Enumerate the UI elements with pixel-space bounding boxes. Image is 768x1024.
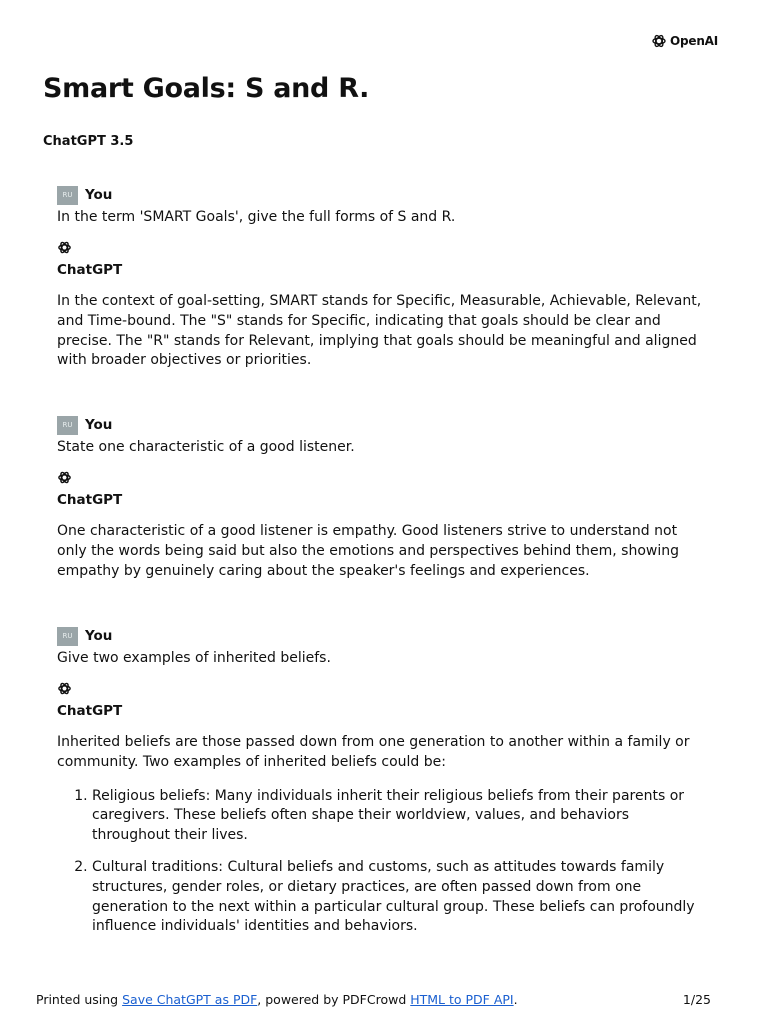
footer-middle: , powered by PDFCrowd <box>257 992 411 1007</box>
html-to-pdf-link[interactable]: HTML to PDF API <box>410 992 514 1007</box>
model-label: ChatGPT 3.5 <box>43 134 134 149</box>
page-number: 1/25 <box>682 992 711 1007</box>
assistant-message: One characteristic of a good listener is empathy. Good listeners strive to understand not only the words being said but also the emotions and perspectives behind them, showing empathy by genuinely caring about the speaker's feelings and experiences. <box>57 523 680 579</box>
page-title: Smart Goals: S and R. <box>43 73 370 104</box>
user-header <box>57 185 707 205</box>
avatar: RU <box>57 186 78 205</box>
list-item: 1. Religious beliefs: Many individuals inherit their religious beliefs from their parents or caregivers. These beliefs often shape their worldview, values, and behaviors throughout their lives. <box>92 787 707 846</box>
chatgpt-icon <box>57 240 707 256</box>
user-name: You <box>85 187 113 203</box>
footer-prefix: Printed using <box>36 992 123 1007</box>
assistant-message: Inherited beliefs are those passed down from one generation to another within a family or community. Two examples of inherited beliefs could be: <box>57 734 690 770</box>
avatar: RU <box>57 416 78 435</box>
user-message: State one characteristic of a good listener. <box>57 439 355 455</box>
exchange-1 <box>57 185 707 371</box>
exchange-2 <box>57 415 707 581</box>
footer <box>36 992 518 1007</box>
assistant-name: ChatGPT <box>57 703 123 719</box>
avatar: RU <box>57 627 78 646</box>
openai-icon <box>651 33 667 49</box>
list-item: 2. Cultural traditions: Cultural beliefs and customs, such as attitudes towards family structures, gender roles, or dietary practices, are often passed down from one generation to the next within a particular cultural group. These beliefs can profoundly influence individuals' identities and behaviors. <box>92 858 707 937</box>
save-chatgpt-link[interactable]: Save ChatGPT as PDF <box>122 992 258 1007</box>
footer-suffix: . <box>513 992 518 1007</box>
user-message: Give two examples of inherited beliefs. <box>57 650 331 666</box>
user-name: You <box>85 628 113 644</box>
belief-list <box>57 787 707 938</box>
brand-name: OpenAI <box>670 34 719 48</box>
user-name: You <box>85 417 113 433</box>
assistant-name: ChatGPT <box>57 262 123 278</box>
assistant-message: In the context of goal-setting, SMART stands for Specific, Measurable, Achievable, Relevant, and Time-bound. The "S" stands for Specific, indicating that goals should be clear and precise. The "R" stands for Relevant, implying that goals should be meaningful and aligned with broader objectives or priorities. <box>57 293 702 369</box>
user-message: In the term 'SMART Goals', give the full forms of S and R. <box>57 209 456 225</box>
chatgpt-icon <box>57 681 707 697</box>
user-header <box>57 415 707 435</box>
chatgpt-icon <box>57 470 707 486</box>
user-header <box>57 626 707 646</box>
openai-logo <box>651 33 718 49</box>
assistant-name: ChatGPT <box>57 492 123 508</box>
exchange-3 <box>57 626 707 949</box>
